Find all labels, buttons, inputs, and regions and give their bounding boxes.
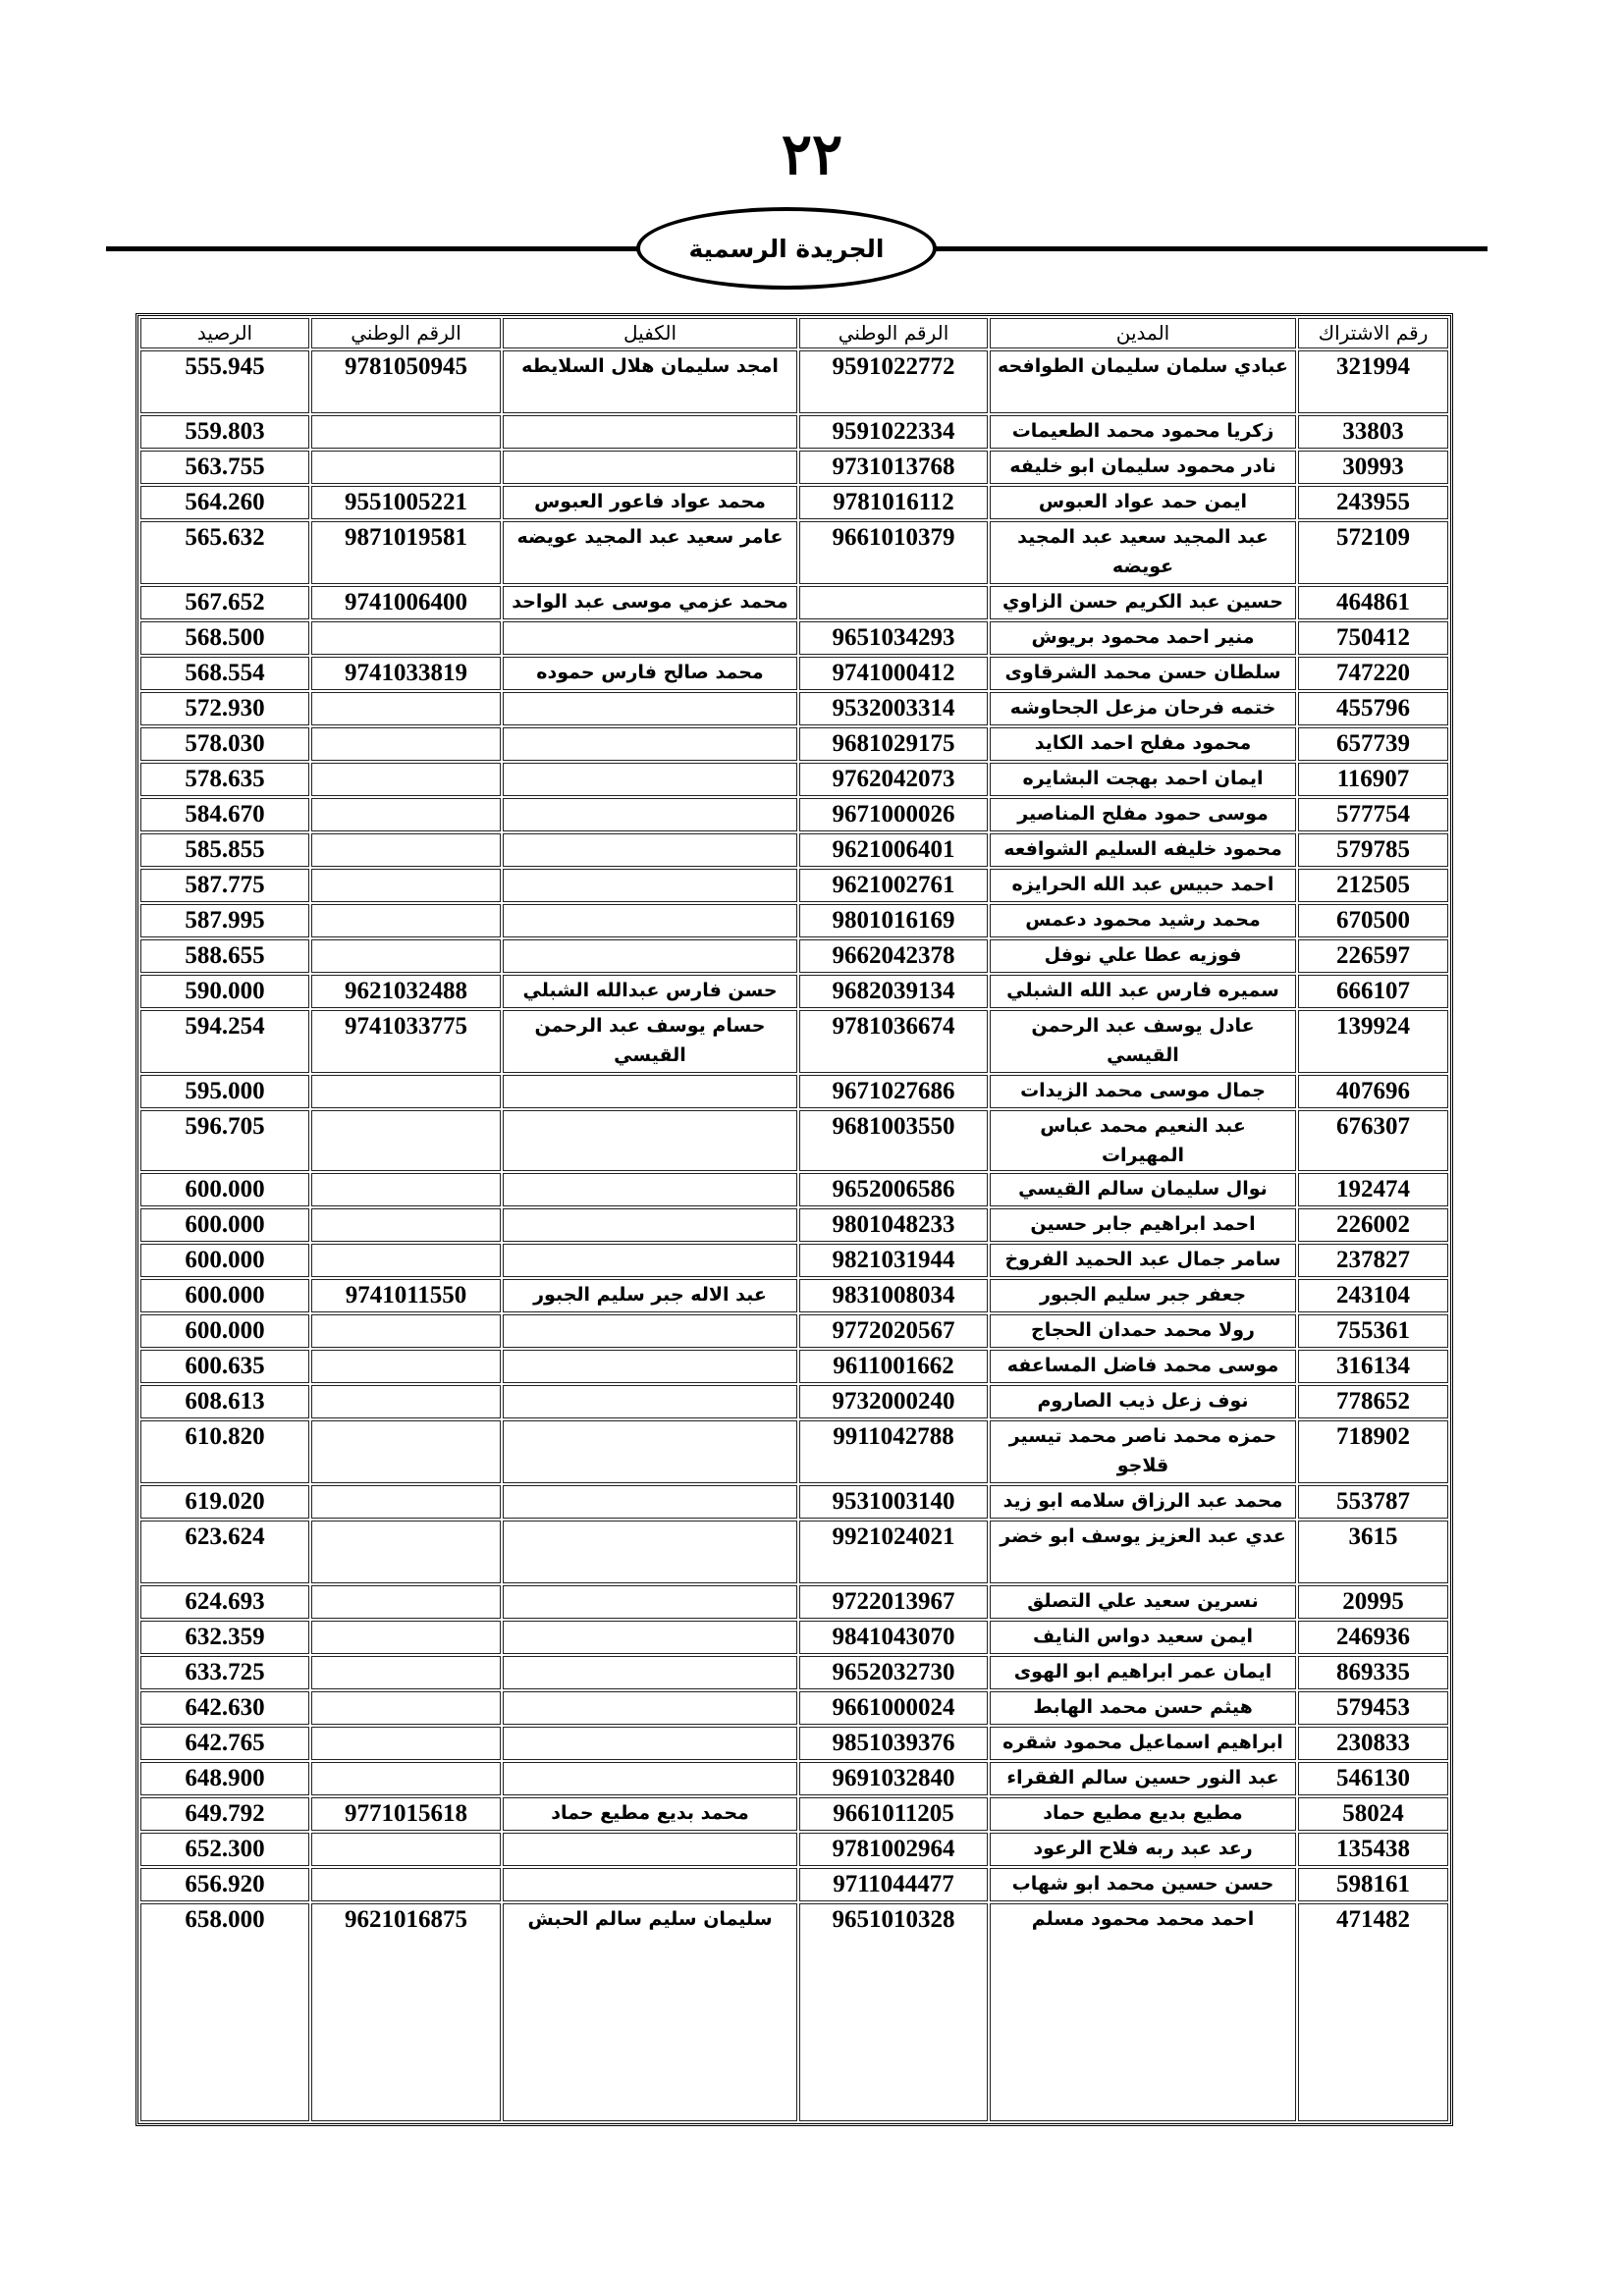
debtor-national-id-cell: 9821031944 <box>799 1244 988 1277</box>
balance-cell: 600.000 <box>140 1314 309 1348</box>
subscription-number-cell: 755361 <box>1298 1314 1448 1348</box>
balance-cell: 648.900 <box>140 1762 309 1795</box>
subscription-number-cell: 577754 <box>1298 798 1448 831</box>
table-row <box>140 1075 1448 1108</box>
debtor-national-id-cell: 9531003140 <box>799 1485 988 1519</box>
balance-cell: 600.000 <box>140 1244 309 1277</box>
balance-cell: 594.254 <box>140 1010 309 1073</box>
guarantor-national-id-cell <box>311 621 501 655</box>
table-row <box>140 798 1448 831</box>
debtor-national-id-cell: 9681003550 <box>799 1110 988 1171</box>
table-row <box>140 1691 1448 1725</box>
table-row <box>140 1903 1448 2121</box>
guarantor-national-id-cell <box>311 1314 501 1348</box>
guarantor-name-cell <box>503 1110 797 1171</box>
subscription-number-cell: 676307 <box>1298 1110 1448 1171</box>
guarantor-national-id-cell <box>311 1521 501 1583</box>
subscription-number-cell: 572109 <box>1298 521 1448 584</box>
debtor-name-cell: حمزه محمد ناصر محمد تيسير قلاجو <box>990 1420 1296 1483</box>
col-guarantor: الكفيل <box>503 318 797 348</box>
guarantor-national-id-cell <box>311 1208 501 1242</box>
col-debtor: المدين <box>990 318 1296 348</box>
table-header-row <box>140 318 1448 348</box>
balance-cell: 587.775 <box>140 869 309 902</box>
balance-cell: 564.260 <box>140 486 309 519</box>
debtor-name-cell: زكريا محمود محمد الطعيمات <box>990 415 1296 449</box>
subscription-number-cell: 243955 <box>1298 486 1448 519</box>
debtor-name-cell: ختمه فرحان مزعل الجحاوشه <box>990 692 1296 725</box>
debtor-national-id-cell: 9841043070 <box>799 1621 988 1654</box>
guarantor-national-id-cell <box>311 1244 501 1277</box>
debtor-name-cell: عدي عبد العزيز يوسف ابو خضر <box>990 1521 1296 1583</box>
guarantor-national-id-cell <box>311 692 501 725</box>
debtor-national-id-cell: 9681029175 <box>799 727 988 761</box>
guarantor-name-cell <box>503 1691 797 1725</box>
guarantor-national-id-cell <box>311 798 501 831</box>
guarantor-name-cell: محمد عزمي موسى عبد الواحد <box>503 586 797 619</box>
table-row <box>140 1420 1448 1483</box>
subscription-number-cell: 58024 <box>1298 1797 1448 1831</box>
debtor-national-id-cell: 9621006401 <box>799 833 988 867</box>
balance-cell: 610.820 <box>140 1420 309 1483</box>
debtor-national-id-cell: 9731013768 <box>799 451 988 484</box>
debtor-name-cell: ايمن سعيد دواس النايف <box>990 1621 1296 1654</box>
guarantor-national-id-cell <box>311 1350 501 1383</box>
balance-cell: 567.652 <box>140 586 309 619</box>
balance-cell: 584.670 <box>140 798 309 831</box>
guarantor-national-id-cell <box>311 415 501 449</box>
balance-cell: 600.635 <box>140 1350 309 1383</box>
guarantor-name-cell: امجد سليمان هلال السلايطه <box>503 350 797 413</box>
subscription-number-cell: 666107 <box>1298 975 1448 1008</box>
table-row <box>140 975 1448 1008</box>
table-row <box>140 486 1448 519</box>
table-row <box>140 1833 1448 1866</box>
subscription-number-cell: 139924 <box>1298 1010 1448 1073</box>
guarantor-name-cell <box>503 1420 797 1483</box>
debtor-national-id-cell: 9661000024 <box>799 1691 988 1725</box>
debtor-national-id-cell: 9781016112 <box>799 486 988 519</box>
balance-cell: 578.635 <box>140 763 309 796</box>
table-row <box>140 1485 1448 1519</box>
debtor-national-id-cell: 9851039376 <box>799 1727 988 1760</box>
subscription-number-cell: 192474 <box>1298 1173 1448 1206</box>
balance-cell: 623.624 <box>140 1521 309 1583</box>
guarantor-name-cell <box>503 1727 797 1760</box>
balance-cell: 633.725 <box>140 1656 309 1689</box>
guarantor-name-cell <box>503 1868 797 1901</box>
balance-cell: 642.765 <box>140 1727 309 1760</box>
col-debtor-national-id: الرقم الوطني <box>799 318 988 348</box>
balance-cell: 563.755 <box>140 451 309 484</box>
table-row <box>140 1244 1448 1277</box>
debtor-name-cell: محمود خليفه السليم الشوافعه <box>990 833 1296 867</box>
debtor-name-cell: سميره فارس عبد الله الشبلي <box>990 975 1296 1008</box>
table-row <box>140 1350 1448 1383</box>
balance-cell: 649.792 <box>140 1797 309 1831</box>
table-row <box>140 904 1448 937</box>
subscription-number-cell: 546130 <box>1298 1762 1448 1795</box>
guarantor-name-cell: عبد الاله جبر سليم الجبور <box>503 1279 797 1312</box>
table-row <box>140 521 1448 584</box>
guarantor-national-id-cell: 9621032488 <box>311 975 501 1008</box>
balance-cell: 658.000 <box>140 1903 309 2121</box>
table-row <box>140 1208 1448 1242</box>
balance-cell: 588.655 <box>140 939 309 973</box>
table-row <box>140 1656 1448 1689</box>
guarantor-name-cell <box>503 621 797 655</box>
debtor-national-id-cell: 9532003314 <box>799 692 988 725</box>
guarantor-name-cell <box>503 939 797 973</box>
guarantor-national-id-cell <box>311 1173 501 1206</box>
subscription-number-cell: 598161 <box>1298 1868 1448 1901</box>
table-row <box>140 1521 1448 1583</box>
debtor-name-cell: سامر جمال عبد الحميد الفروخ <box>990 1244 1296 1277</box>
balance-cell: 559.803 <box>140 415 309 449</box>
table-row <box>140 1797 1448 1831</box>
subscription-number-cell: 243104 <box>1298 1279 1448 1312</box>
debtor-name-cell: محمود مفلح احمد الكايد <box>990 727 1296 761</box>
debtor-name-cell: موسى محمد فاضل المساعفه <box>990 1350 1296 1383</box>
guarantor-name-cell <box>503 869 797 902</box>
debtor-name-cell: حسن حسين محمد ابو شهاب <box>990 1868 1296 1901</box>
guarantor-name-cell <box>503 1621 797 1654</box>
subscription-number-cell: 407696 <box>1298 1075 1448 1108</box>
debtor-national-id-cell <box>799 586 988 619</box>
guarantor-name-cell: حسن فارس عبدالله الشبلي <box>503 975 797 1008</box>
debtor-national-id-cell: 9801016169 <box>799 904 988 937</box>
guarantor-national-id-cell <box>311 1833 501 1866</box>
subscription-number-cell: 579785 <box>1298 833 1448 867</box>
guarantor-name-cell <box>503 727 797 761</box>
table-row <box>140 1385 1448 1418</box>
subscription-number-cell: 33803 <box>1298 415 1448 449</box>
debtor-national-id-cell: 9591022772 <box>799 350 988 413</box>
table-row <box>140 1727 1448 1760</box>
debtor-name-cell: محمد رشيد محمود دعمس <box>990 904 1296 937</box>
guarantor-national-id-cell: 9621016875 <box>311 1903 501 2121</box>
subscription-number-cell: 226002 <box>1298 1208 1448 1242</box>
debtor-national-id-cell: 9591022334 <box>799 415 988 449</box>
guarantor-name-cell: سليمان سليم سالم الحبش <box>503 1903 797 2121</box>
table-row <box>140 1621 1448 1654</box>
table-body <box>140 350 1448 2121</box>
subscription-number-cell: 316134 <box>1298 1350 1448 1383</box>
debtor-national-id-cell: 9772020567 <box>799 1314 988 1348</box>
guarantor-name-cell: محمد بديع مطيع حماد <box>503 1797 797 1831</box>
debtor-name-cell: هيثم حسن محمد الهابط <box>990 1691 1296 1725</box>
table-row <box>140 350 1448 413</box>
subscription-number-cell: 246936 <box>1298 1621 1448 1654</box>
table-row <box>140 692 1448 725</box>
subscription-number-cell: 464861 <box>1298 586 1448 619</box>
guarantor-name-cell <box>503 904 797 937</box>
debtor-national-id-cell: 9741000412 <box>799 657 988 690</box>
guarantor-name-cell: محمد صالح فارس حموده <box>503 657 797 690</box>
balance-cell: 624.693 <box>140 1585 309 1619</box>
subscription-number-cell: 212505 <box>1298 869 1448 902</box>
guarantor-national-id-cell <box>311 1621 501 1654</box>
debtor-national-id-cell: 9671000026 <box>799 798 988 831</box>
balance-cell: 652.300 <box>140 1833 309 1866</box>
debtor-name-cell: ايمان احمد بهجت البشايره <box>990 763 1296 796</box>
guarantor-name-cell <box>503 1762 797 1795</box>
guarantor-name-cell <box>503 1244 797 1277</box>
debtor-name-cell: مطيع بديع مطيع حماد <box>990 1797 1296 1831</box>
guarantor-national-id-cell <box>311 833 501 867</box>
col-subscription-number: رقم الاشتراك <box>1298 318 1448 348</box>
debtor-national-id-cell: 9652006586 <box>799 1173 988 1206</box>
table-row <box>140 621 1448 655</box>
debtor-name-cell: جمال موسى محمد الزيدات <box>990 1075 1296 1108</box>
guarantor-national-id-cell: 9741033775 <box>311 1010 501 1073</box>
subscription-number-cell: 747220 <box>1298 657 1448 690</box>
debtor-name-cell: عبادي سلمان سليمان الطوافحه <box>990 350 1296 413</box>
guarantor-name-cell <box>503 1485 797 1519</box>
debtor-national-id-cell: 9651034293 <box>799 621 988 655</box>
guarantor-national-id-cell: 9771015618 <box>311 1797 501 1831</box>
guarantor-national-id-cell <box>311 763 501 796</box>
guarantor-national-id-cell <box>311 1420 501 1483</box>
debtor-national-id-cell: 9732000240 <box>799 1385 988 1418</box>
subscription-number-cell: 226597 <box>1298 939 1448 973</box>
gazette-title: الجريدة الرسمية <box>688 234 885 263</box>
table-row <box>140 657 1448 690</box>
guarantor-name-cell <box>503 1585 797 1619</box>
subscription-number-cell: 230833 <box>1298 1727 1448 1760</box>
guarantor-national-id-cell <box>311 1727 501 1760</box>
debtor-national-id-cell: 9671027686 <box>799 1075 988 1108</box>
balance-cell: 600.000 <box>140 1173 309 1206</box>
table-row <box>140 415 1448 449</box>
debtor-name-cell: نادر محمود سليمان ابو خليفه <box>990 451 1296 484</box>
debtor-name-cell: نوال سليمان سالم القيسي <box>990 1173 1296 1206</box>
balance-cell: 568.500 <box>140 621 309 655</box>
guarantor-national-id-cell <box>311 1868 501 1901</box>
debtor-name-cell: سلطان حسن محمد الشرقاوى <box>990 657 1296 690</box>
debtor-national-id-cell: 9682039134 <box>799 975 988 1008</box>
debtor-name-cell: عبد النور حسين سالم الفقراء <box>990 1762 1296 1795</box>
balance-cell: 578.030 <box>140 727 309 761</box>
guarantor-name-cell <box>503 1314 797 1348</box>
table-row <box>140 763 1448 796</box>
guarantor-name-cell: محمد عواد فاعور العبوس <box>503 486 797 519</box>
subscription-number-cell: 657739 <box>1298 727 1448 761</box>
balance-cell: 587.995 <box>140 904 309 937</box>
debtor-national-id-cell: 9911042788 <box>799 1420 988 1483</box>
debtor-name-cell: رولا محمد حمدان الحجاج <box>990 1314 1296 1348</box>
debtor-national-id-cell: 9661010379 <box>799 521 988 584</box>
guarantor-name-cell <box>503 1075 797 1108</box>
table-row <box>140 1173 1448 1206</box>
debtor-national-id-cell: 9781002964 <box>799 1833 988 1866</box>
debtor-name-cell: فوزيه عطا علي نوفل <box>990 939 1296 973</box>
table-row <box>140 869 1448 902</box>
guarantor-national-id-cell <box>311 1110 501 1171</box>
debtor-name-cell: ايمن حمد عواد العبوس <box>990 486 1296 519</box>
balance-cell: 590.000 <box>140 975 309 1008</box>
debtor-national-id-cell: 9781036674 <box>799 1010 988 1073</box>
subscription-number-cell: 135438 <box>1298 1833 1448 1866</box>
debtor-national-id-cell: 9611001662 <box>799 1350 988 1383</box>
guarantor-national-id-cell <box>311 1075 501 1108</box>
debtor-national-id-cell: 9722013967 <box>799 1585 988 1619</box>
balance-cell: 595.000 <box>140 1075 309 1108</box>
debtor-name-cell: عبد المجيد سعيد عبد المجيد عويضه <box>990 521 1296 584</box>
table-row <box>140 1585 1448 1619</box>
subscription-number-cell: 3615 <box>1298 1521 1448 1583</box>
table-row <box>140 727 1448 761</box>
guarantor-national-id-cell: 9741033819 <box>311 657 501 690</box>
guarantor-name-cell <box>503 1173 797 1206</box>
guarantor-national-id-cell: 9781050945 <box>311 350 501 413</box>
table-row <box>140 586 1448 619</box>
subscription-number-cell: 778652 <box>1298 1385 1448 1418</box>
debtor-national-id-cell: 9801048233 <box>799 1208 988 1242</box>
debtor-national-id-cell: 9662042378 <box>799 939 988 973</box>
guarantor-national-id-cell: 9551005221 <box>311 486 501 519</box>
balance-cell: 656.920 <box>140 1868 309 1901</box>
guarantor-national-id-cell <box>311 1656 501 1689</box>
debtor-name-cell: رعد عبد ربه فلاح الرعود <box>990 1833 1296 1866</box>
table-row <box>140 1314 1448 1348</box>
debtor-name-cell: احمد ابراهيم جابر حسين <box>990 1208 1296 1242</box>
guarantor-name-cell <box>503 833 797 867</box>
debtor-name-cell: منير احمد محمود بريوش <box>990 621 1296 655</box>
debtor-name-cell: احمد محمد محمود مسلم <box>990 1903 1296 2121</box>
debtor-name-cell: حسين عبد الكريم حسن الزاوي <box>990 586 1296 619</box>
guarantor-national-id-cell <box>311 1485 501 1519</box>
balance-cell: 608.613 <box>140 1385 309 1418</box>
subscription-number-cell: 869335 <box>1298 1656 1448 1689</box>
subscription-number-cell: 553787 <box>1298 1485 1448 1519</box>
balance-cell: 572.930 <box>140 692 309 725</box>
table-row <box>140 1762 1448 1795</box>
balance-cell: 565.632 <box>140 521 309 584</box>
guarantor-name-cell <box>503 1833 797 1866</box>
guarantor-name-cell <box>503 798 797 831</box>
page-number: ٢٢ <box>781 121 843 187</box>
guarantor-name-cell <box>503 415 797 449</box>
guarantor-name-cell <box>503 1385 797 1418</box>
debtor-national-id-cell: 9762042073 <box>799 763 988 796</box>
debtor-name-cell: ابراهيم اسماعيل محمود شقره <box>990 1727 1296 1760</box>
guarantor-name-cell <box>503 1656 797 1689</box>
subscription-number-cell: 471482 <box>1298 1903 1448 2121</box>
subscription-number-cell: 750412 <box>1298 621 1448 655</box>
debtor-name-cell: احمد حبيس عبد الله الحرايزه <box>990 869 1296 902</box>
subscription-number-cell: 670500 <box>1298 904 1448 937</box>
col-balance: الرصيد <box>140 318 309 348</box>
debtor-name-cell: ايمان عمر ابراهيم ابو الهوى <box>990 1656 1296 1689</box>
subscription-number-cell: 237827 <box>1298 1244 1448 1277</box>
subscription-number-cell: 116907 <box>1298 763 1448 796</box>
guarantor-national-id-cell <box>311 939 501 973</box>
table-row <box>140 1279 1448 1312</box>
subscription-number-cell: 718902 <box>1298 1420 1448 1483</box>
table-row <box>140 1010 1448 1073</box>
guarantor-national-id-cell <box>311 869 501 902</box>
debtor-national-id-cell: 9652032730 <box>799 1656 988 1689</box>
table-row <box>140 833 1448 867</box>
subscription-number-cell: 579453 <box>1298 1691 1448 1725</box>
balance-cell: 632.359 <box>140 1621 309 1654</box>
guarantor-national-id-cell <box>311 727 501 761</box>
gazette-title-oval <box>636 207 937 290</box>
guarantor-name-cell <box>503 1350 797 1383</box>
debtor-name-cell: نوف زعل ذيب الصاروم <box>990 1385 1296 1418</box>
guarantor-national-id-cell: 9871019581 <box>311 521 501 584</box>
guarantor-name-cell: عامر سعيد عبد المجيد عويضه <box>503 521 797 584</box>
debtor-national-id-cell: 9921024021 <box>799 1521 988 1583</box>
debtor-national-id-cell: 9691032840 <box>799 1762 988 1795</box>
debtor-national-id-cell: 9661011205 <box>799 1797 988 1831</box>
debtor-name-cell: جعفر جبر سليم الجبور <box>990 1279 1296 1312</box>
debtors-table <box>135 313 1453 2126</box>
subscription-number-cell: 321994 <box>1298 350 1448 413</box>
balance-cell: 619.020 <box>140 1485 309 1519</box>
guarantor-national-id-cell: 9741006400 <box>311 586 501 619</box>
debtor-name-cell: عادل يوسف عبد الرحمن القيسي <box>990 1010 1296 1073</box>
guarantor-national-id-cell <box>311 1585 501 1619</box>
balance-cell: 555.945 <box>140 350 309 413</box>
debtor-name-cell: عبد النعيم محمد عباس المهيرات <box>990 1110 1296 1171</box>
debtor-name-cell: محمد عبد الرزاق سلامه ابو زيد <box>990 1485 1296 1519</box>
debtor-national-id-cell: 9711044477 <box>799 1868 988 1901</box>
guarantor-national-id-cell <box>311 1691 501 1725</box>
table-row <box>140 1868 1448 1901</box>
balance-cell: 642.630 <box>140 1691 309 1725</box>
subscription-number-cell: 30993 <box>1298 451 1448 484</box>
guarantor-name-cell <box>503 1208 797 1242</box>
guarantor-national-id-cell <box>311 1762 501 1795</box>
debtor-national-id-cell: 9831008034 <box>799 1279 988 1312</box>
debtor-national-id-cell: 9621002761 <box>799 869 988 902</box>
guarantor-name-cell <box>503 1521 797 1583</box>
guarantor-national-id-cell <box>311 451 501 484</box>
table-row <box>140 451 1448 484</box>
subscription-number-cell: 20995 <box>1298 1585 1448 1619</box>
table-row <box>140 1110 1448 1171</box>
col-guarantor-national-id: الرقم الوطني <box>311 318 501 348</box>
balance-cell: 568.554 <box>140 657 309 690</box>
guarantor-name-cell <box>503 763 797 796</box>
guarantor-name-cell: حسام يوسف عبد الرحمن القيسي <box>503 1010 797 1073</box>
debtor-name-cell: نسرين سعيد علي التصلق <box>990 1585 1296 1619</box>
guarantor-name-cell <box>503 692 797 725</box>
balance-cell: 585.855 <box>140 833 309 867</box>
guarantor-name-cell <box>503 451 797 484</box>
table-row <box>140 939 1448 973</box>
guarantor-national-id-cell <box>311 904 501 937</box>
debtor-national-id-cell: 9651010328 <box>799 1903 988 2121</box>
balance-cell: 600.000 <box>140 1208 309 1242</box>
subscription-number-cell: 455796 <box>1298 692 1448 725</box>
debtor-name-cell: موسى حمود مفلح المناصير <box>990 798 1296 831</box>
guarantor-national-id-cell <box>311 1385 501 1418</box>
balance-cell: 600.000 <box>140 1279 309 1312</box>
guarantor-national-id-cell: 9741011550 <box>311 1279 501 1312</box>
balance-cell: 596.705 <box>140 1110 309 1171</box>
